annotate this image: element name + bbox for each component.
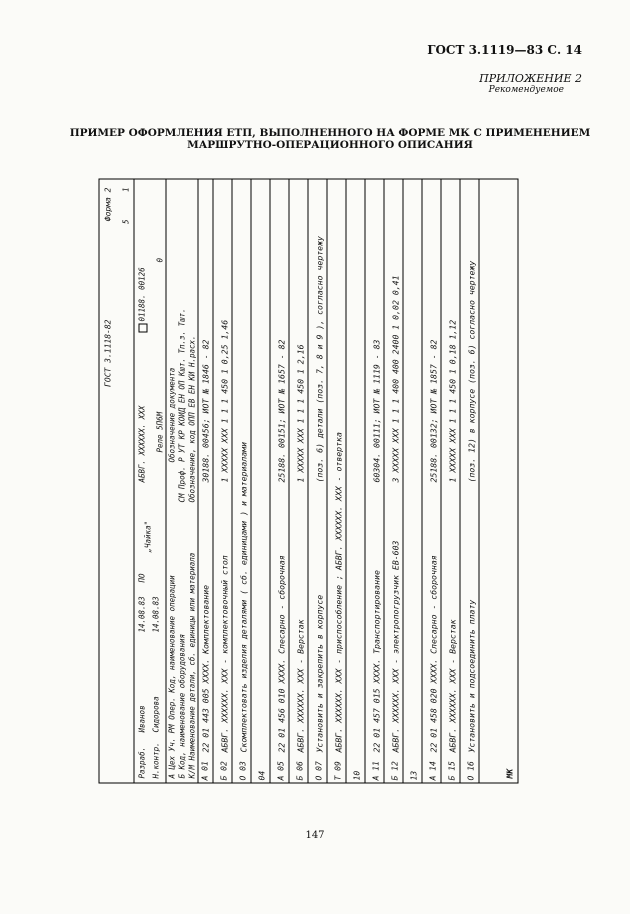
row-extra: 1 ХХХХХ ХХХ 1 1 1 450 1 0,25 1,46 <box>219 319 230 483</box>
head-cols-2: Обозначение, код ОПП ЕВ ЕН КИ Н.расх. <box>187 335 197 503</box>
doc-code-2-text: 01188. 00126 <box>137 267 147 322</box>
row-label: 04 <box>257 770 267 781</box>
controller-name: Сидорова <box>151 696 161 733</box>
row-text: 22 01 458 020 ХХХХ. Слесарно - сборочная <box>428 555 439 753</box>
table-row <box>369 180 385 783</box>
zero-value: 0 <box>155 257 165 263</box>
developer-label: Разраб. <box>137 746 147 779</box>
page-header-code: ГОСТ 3.1119—83 С. 14 <box>427 43 582 57</box>
rotated-form-sheet <box>99 179 519 784</box>
row-text: АБВГ. ХХХХХХ. ХХХ - Верстак <box>295 619 306 753</box>
table-row <box>331 180 347 783</box>
head-a: А Цех Уч. РМ Опер. Код, наименование операции <box>167 575 177 779</box>
title-line-2: МАРШРУТНО-ОПЕРАЦИОННОГО ОПИСАНИЯ <box>187 139 473 151</box>
row-extra: 60304. 00111; ИОТ № 1119 - 83 <box>371 339 382 483</box>
developer-date: 14.08.83 <box>137 596 147 633</box>
page-title <box>60 127 600 151</box>
mk-label: МК <box>505 768 515 779</box>
table-row <box>407 180 423 783</box>
row-label: О 03 <box>238 761 248 781</box>
po-label: ПО <box>137 573 147 583</box>
head-cols: СМ Проф. Р УТ КР КОИД ЕН ОП Кшт. Тп.з. Тшт. <box>177 308 187 503</box>
row-label: 10 <box>352 770 362 781</box>
title-line-1: ПРИМЕР ОФОРМЛЕНИЯ ЕТП, ВЫПОЛНЕННОГО НА ФОРМЕ МК С ПРИМЕНЕНИЕМ <box>69 127 591 139</box>
row-label: О 16 <box>466 761 476 781</box>
row-text: АБВГ. ХХХХХХ. ХХХ - приспособление ; АБВГ. ХХХХХХ. ХХХ - отвертка <box>333 432 344 753</box>
row-extra: 30188. 00456; ИОТ № 1846 - 82 <box>200 339 211 483</box>
form-gost: ГОСТ 3.1118-82 <box>103 319 113 387</box>
table-row <box>312 180 328 783</box>
table-row <box>426 180 442 783</box>
recommended-label: Рекомендуемое <box>488 85 564 95</box>
row-extra: 3 ХХХХХ ХХХ 1 1 1 400 400 2400 1 0,02 0,41 <box>390 275 401 483</box>
table-row <box>350 180 366 783</box>
appendix-label: ПРИЛОЖЕНИЕ 2 <box>479 72 582 85</box>
row-extra: 1 ХХХХХ ХХХ 1 1 1 450 1 2,16 <box>295 344 306 483</box>
doc-code: АБВГ. ХХХХХХ. ХХХ <box>137 405 147 483</box>
divider <box>166 180 167 783</box>
row-text: АБВГ. ХХХХХХ. ХХХ - комплектовочный стол <box>219 555 230 753</box>
row-text: Установить и закрепить в корпусе <box>314 594 325 753</box>
table-row <box>217 180 233 783</box>
row-text: 22 01 456 010 ХХХХ. Слесарно - сборочная <box>276 555 287 753</box>
row-extra: (поз. 6) детали (поз. 7, 8 и 9 ), согласно чертежу <box>314 236 325 483</box>
row-extra: 25188. 00132; ИОТ № 1857 - 82 <box>428 339 439 483</box>
row-text: Скомплектовать изделия деталями ( сб. единицами ) и материалами <box>238 441 249 753</box>
row-text: АБВГ. ХХХХХХ. ХХХ - электропогрузчик ЕВ-603 <box>390 540 401 753</box>
row-label: Т 09 <box>333 761 343 781</box>
row-label: О 07 <box>314 761 324 781</box>
table-row <box>198 180 214 783</box>
row-label: А 01 <box>200 761 210 781</box>
divider <box>134 180 135 783</box>
table-row <box>293 180 309 783</box>
row-text: 22 01 457 015 ХХХХ. Транспортирование <box>371 570 382 753</box>
sheet-number: 1 <box>121 187 131 193</box>
row-extra: 1 ХХХХХ ХХХ 1 1 1 450 1 0,18 1,12 <box>447 319 458 483</box>
row-text: АБВГ. ХХХХХХ. ХХХ - Верстак <box>447 619 458 753</box>
head-b: Б Код, наименование оборудования <box>177 634 187 779</box>
row-text: 22 01 443 005 ХХХХ. Комплектование <box>200 584 211 753</box>
table-row <box>445 180 461 783</box>
sheets-count: 5 <box>121 219 131 225</box>
controller-label: Н.контр. <box>151 742 161 779</box>
doc-name: Реле 5П6М <box>155 411 165 453</box>
chaika-label: „Чайка" <box>143 520 153 553</box>
row-label: Б 15 <box>447 761 457 781</box>
table-row <box>274 180 290 783</box>
row-label: А 14 <box>428 761 438 781</box>
page-number: 147 <box>305 830 325 841</box>
checkbox-icon <box>138 324 147 333</box>
controller-date: 14.08.83 <box>151 596 161 633</box>
row-label: Б 06 <box>295 761 305 781</box>
row-label: Б 12 <box>390 761 400 781</box>
table-row <box>388 180 404 783</box>
doc-code-2 <box>138 267 148 332</box>
row-label: А 05 <box>276 761 286 781</box>
row-extra: 25188. 00151; ИОТ № 1657 - 82 <box>276 339 287 483</box>
head-doc: Обозначение документа <box>167 367 177 463</box>
head-k: К/М Наименование детали, сб. единицы или материала <box>187 552 197 779</box>
row-label: Б 02 <box>219 761 229 781</box>
row-text: Установить и подсоединить плату <box>466 599 477 753</box>
row-label: 13 <box>409 770 419 781</box>
table-row <box>464 180 480 783</box>
developer-name: Иванов <box>137 705 147 733</box>
row-extra: (поз. 12) в корпусе (поз. 6) согласно чертежу <box>466 260 477 483</box>
table-row <box>236 180 252 783</box>
row-label: А 11 <box>371 761 381 781</box>
table-row <box>255 180 271 783</box>
form-number: Форма 2 <box>103 187 113 222</box>
